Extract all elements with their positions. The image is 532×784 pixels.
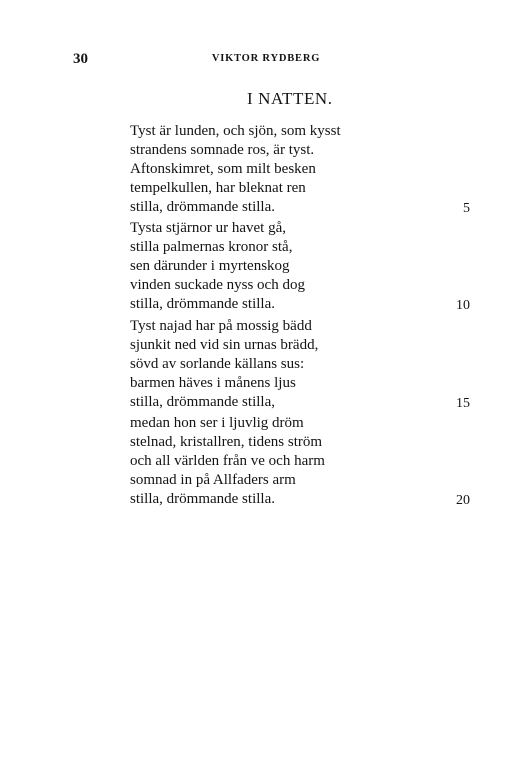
verse-line <box>130 452 470 471</box>
verse-line-text: sövd av sorlande källans sus: <box>130 356 305 372</box>
running-head: VIKTOR RYDBERG <box>211 53 321 64</box>
verse-line-text: tempelkullen, har bleknat ren <box>130 180 306 196</box>
verse-line <box>130 238 470 257</box>
verse-line-text: sjunkit ned vid sin urnas brädd, <box>130 337 319 353</box>
verse-line-text: Tyst najad har på mossig bädd <box>130 318 312 334</box>
verse-line-text: stilla, drömmande stilla. <box>130 296 275 312</box>
verse-line <box>130 490 470 509</box>
verse-line <box>130 295 470 314</box>
page-number: 30 <box>73 51 88 67</box>
verse-line-text: stelnad, kristallren, tidens ström <box>130 434 323 450</box>
verse-line <box>130 374 470 393</box>
verse-line <box>130 355 470 374</box>
stanza-4 <box>130 414 470 509</box>
verse-line-text: sen därunder i myrtenskog <box>130 258 290 274</box>
verse-line-text: stilla palmernas kronor stå, <box>130 239 293 255</box>
verse-line-text: stilla, drömmande stilla, <box>130 394 275 410</box>
verse-line-text: barmen häves i månens ljus <box>130 375 296 391</box>
verse-line-text: stilla, drömmande stilla. <box>130 199 275 215</box>
verse-line <box>130 179 470 198</box>
stanza-2 <box>130 219 470 314</box>
verse-line-text: somnad in på Allfaders arm <box>130 472 296 488</box>
verse-line <box>130 122 470 141</box>
verse-line <box>130 414 470 433</box>
verse-line-text: medan hon ser i ljuvlig dröm <box>130 415 304 431</box>
verse-line-text: vinden suckade nyss och dog <box>130 277 305 293</box>
verse-line <box>130 141 470 160</box>
stanza-1 <box>130 122 470 217</box>
verse-line-text: stilla, drömmande stilla. <box>130 491 275 507</box>
poem-title: I NATTEN. <box>247 89 333 108</box>
verse-line-text: och all världen från ve och harm <box>130 453 325 469</box>
line-number: 15 <box>456 396 470 411</box>
verse-line <box>130 219 470 238</box>
verse-line-text: Tysta stjärnor ur havet gå, <box>130 220 286 236</box>
line-number: 5 <box>463 201 470 216</box>
verse-line <box>130 257 470 276</box>
line-number: 20 <box>456 493 470 508</box>
stanza-3 <box>130 317 470 412</box>
verse-line <box>130 160 470 179</box>
verse-line <box>130 198 470 217</box>
verse-line <box>130 317 470 336</box>
verse-line-text: strandens somnade ros, är tyst. <box>130 142 315 158</box>
verse-line-text: Aftonskimret, som milt besken <box>130 161 316 177</box>
verse-line <box>130 393 470 412</box>
verse-line <box>130 471 470 490</box>
line-number: 10 <box>456 298 470 313</box>
verse-line <box>130 336 470 355</box>
verse-line <box>130 433 470 452</box>
verse-line-text: Tyst är lunden, och sjön, som kysst <box>130 123 341 139</box>
verse-line <box>130 276 470 295</box>
